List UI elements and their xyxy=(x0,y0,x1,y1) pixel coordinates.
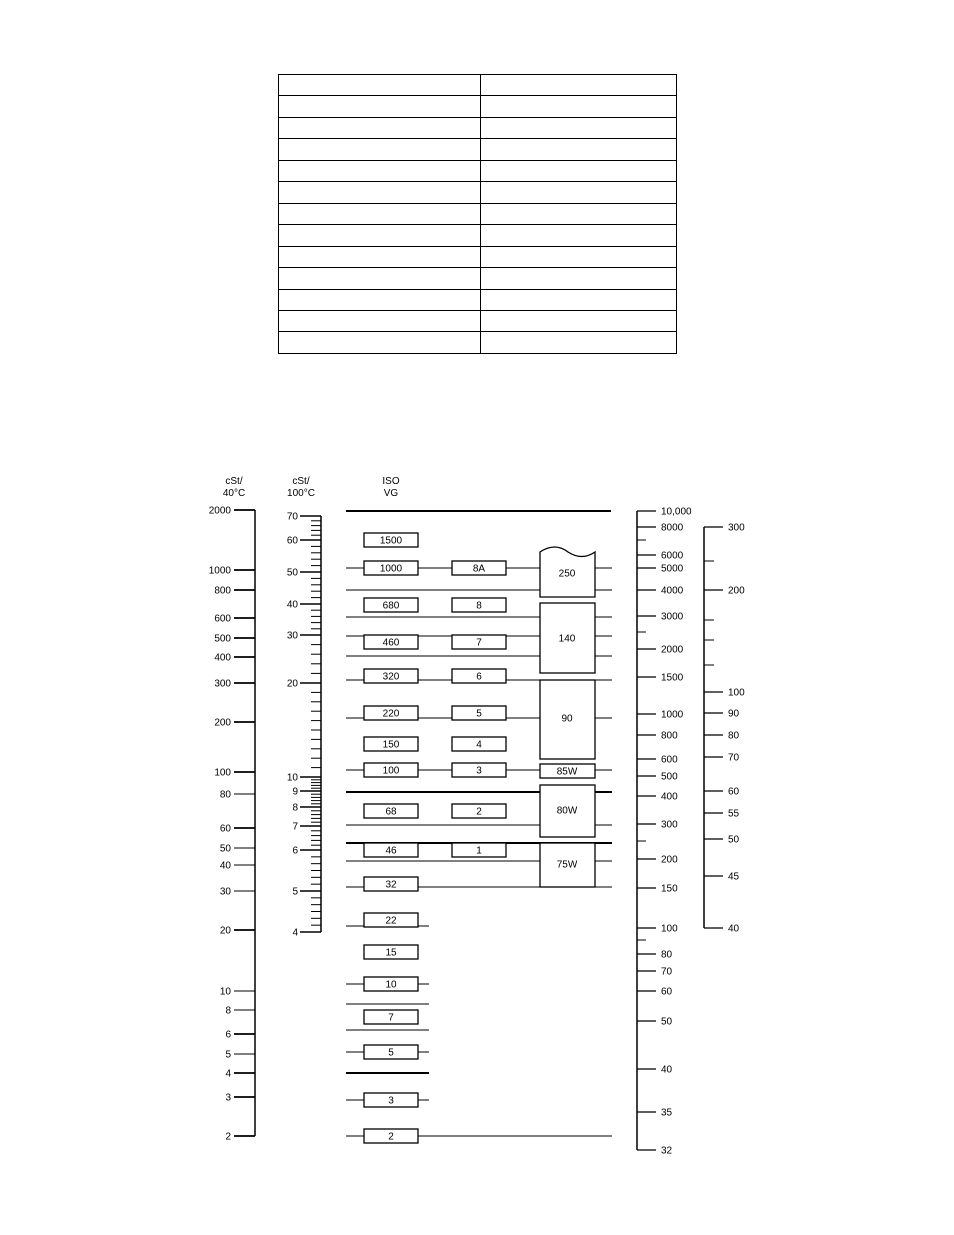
iso-vg-grade-label: 150 xyxy=(382,739,400,751)
right-axis-tick-label: 100 xyxy=(728,687,745,699)
iso-vg-grade-label: 3 xyxy=(388,1095,394,1107)
cst100-tick-label: 20 xyxy=(286,678,298,690)
iso-vg-grade-label: 32 xyxy=(385,879,397,891)
cst40-tick-label: 1000 xyxy=(208,565,231,577)
sus-tick-label: 8000 xyxy=(661,522,684,534)
cst40-header-line2: 40°C xyxy=(222,488,246,499)
sus-tick-label: 150 xyxy=(661,883,678,895)
iso-vg-grade-label: 2 xyxy=(388,1131,394,1143)
sus-tick-label: 32 xyxy=(661,1145,673,1157)
agma-grade-label: 6 xyxy=(476,671,482,683)
cst100-tick-label: 70 xyxy=(286,511,298,523)
iso-vg-grade-label: 1000 xyxy=(379,563,403,575)
sus-tick-label: 10,000 xyxy=(661,506,692,518)
iso-vg-grade-label: 320 xyxy=(382,671,400,683)
sus-tick-label: 200 xyxy=(661,854,678,866)
cst100-header-line1: cSt/ xyxy=(292,476,310,487)
sus-tick-label: 3000 xyxy=(661,611,684,623)
sae-grade-label: 250 xyxy=(558,568,576,580)
sus-tick-label: 6000 xyxy=(661,550,684,562)
cst100-tick-label: 60 xyxy=(286,535,298,547)
sus-tick-label: 2000 xyxy=(661,644,684,656)
cst40-tick-label: 40 xyxy=(219,860,231,872)
cst100-tick-label: 10 xyxy=(286,772,298,784)
cst100-tick-label: 6 xyxy=(292,845,298,857)
agma-grade-label: 7 xyxy=(476,637,482,649)
sus-tick-label: 1500 xyxy=(661,672,684,684)
cst100-tick-label: 7 xyxy=(292,821,298,833)
cst40-tick-label: 6 xyxy=(225,1029,231,1041)
sus-tick-label: 5000 xyxy=(661,563,684,575)
sus-tick-label: 600 xyxy=(661,754,678,766)
right-axis-tick-label: 300 xyxy=(728,522,745,534)
sus-tick-label: 4000 xyxy=(661,585,684,597)
iso-vg-grade-label: 68 xyxy=(385,806,397,818)
cst100-header-line2: 100°C xyxy=(287,488,315,499)
cst40-tick-label: 100 xyxy=(214,767,231,779)
iso-vg-grade-label: 5 xyxy=(388,1047,394,1059)
sus-tick-label: 60 xyxy=(661,986,673,998)
cst40-tick-label: 500 xyxy=(214,633,231,645)
sae-grade-label: 90 xyxy=(561,713,573,725)
cst40-tick-label: 2 xyxy=(225,1131,231,1143)
cst40-tick-label: 2000 xyxy=(208,505,231,517)
iso-vg-grade-label: 100 xyxy=(382,765,400,777)
right-axis-tick-label: 60 xyxy=(728,786,740,798)
iso-vg-grade-label: 680 xyxy=(382,600,400,612)
isovg-header-line2: VG xyxy=(383,488,399,499)
agma-grade-label: 3 xyxy=(476,765,482,777)
cst100-tick-label: 5 xyxy=(292,886,298,898)
cst40-tick-label: 200 xyxy=(214,717,231,729)
sus-tick-label: 800 xyxy=(661,730,678,742)
right-axis-tick-label: 80 xyxy=(728,730,740,742)
right-axis-tick-label: 45 xyxy=(728,871,740,883)
iso-vg-grade-label: 22 xyxy=(385,915,397,927)
cst40-tick-label: 3 xyxy=(225,1092,231,1104)
cst100-tick-label: 40 xyxy=(286,599,298,611)
cst100-tick-label: 4 xyxy=(292,927,298,939)
sus-tick-label: 80 xyxy=(661,949,673,961)
cst40-header-line1: cSt/ xyxy=(225,476,243,487)
agma-grade-label: 1 xyxy=(476,845,482,857)
cst40-tick-label: 60 xyxy=(219,823,231,835)
agma-grade-label: 4 xyxy=(476,739,482,751)
cst100-tick-label: 8 xyxy=(292,802,298,814)
agma-grade-label: 2 xyxy=(476,806,482,818)
cst40-tick-label: 80 xyxy=(219,789,231,801)
sus-tick-label: 500 xyxy=(661,771,678,783)
iso-vg-grade-label: 46 xyxy=(385,845,397,857)
cst40-tick-label: 10 xyxy=(219,986,231,998)
sae-grade-label: 85W xyxy=(556,766,578,778)
cst40-tick-label: 5 xyxy=(225,1049,231,1061)
cst100-tick-label: 9 xyxy=(292,786,298,798)
iso-vg-grade-label: 15 xyxy=(385,947,397,959)
sus-tick-label: 300 xyxy=(661,819,678,831)
cst100-tick-label: 50 xyxy=(286,567,298,579)
iso-vg-grade-label: 7 xyxy=(388,1012,394,1024)
iso-vg-grade-label: 460 xyxy=(382,637,400,649)
sae-grade-label: 140 xyxy=(558,633,576,645)
sae-grade-label: 75W xyxy=(556,859,578,871)
cst40-tick-label: 20 xyxy=(219,925,231,937)
sus-tick-label: 50 xyxy=(661,1016,673,1028)
cst40-tick-label: 30 xyxy=(219,886,231,898)
cst40-tick-label: 8 xyxy=(225,1005,231,1017)
sus-tick-label: 100 xyxy=(661,923,678,935)
cst40-tick-label: 300 xyxy=(214,678,231,690)
sus-tick-label: 40 xyxy=(661,1064,673,1076)
cst100-tick-label: 30 xyxy=(286,630,298,642)
cst40-tick-label: 400 xyxy=(214,652,231,664)
sus-tick-label: 1000 xyxy=(661,709,684,721)
right-axis-tick-label: 40 xyxy=(728,923,740,935)
iso-vg-grade-label: 1500 xyxy=(379,535,403,547)
cst40-tick-label: 800 xyxy=(214,585,231,597)
sus-tick-label: 70 xyxy=(661,966,673,978)
iso-vg-grade-label: 220 xyxy=(382,708,400,720)
isovg-header-line1: ISO xyxy=(382,476,400,487)
sae-grade-label: 80W xyxy=(556,805,578,817)
cst40-tick-label: 50 xyxy=(219,843,231,855)
right-axis-tick-label: 200 xyxy=(728,585,745,597)
cst40-tick-label: 600 xyxy=(214,613,231,625)
sus-tick-label: 400 xyxy=(661,791,678,803)
agma-grade-label: 8 xyxy=(476,600,482,612)
cst40-tick-label: 4 xyxy=(225,1068,231,1080)
right-axis-tick-label: 55 xyxy=(728,808,740,820)
right-axis-tick-label: 90 xyxy=(728,708,740,720)
agma-grade-label: 5 xyxy=(476,708,482,720)
sus-tick-label: 35 xyxy=(661,1107,673,1119)
agma-grade-label: 8A xyxy=(472,563,486,575)
right-axis-tick-label: 70 xyxy=(728,752,740,764)
iso-vg-grade-label: 10 xyxy=(385,979,397,991)
right-axis-tick-label: 50 xyxy=(728,834,740,846)
